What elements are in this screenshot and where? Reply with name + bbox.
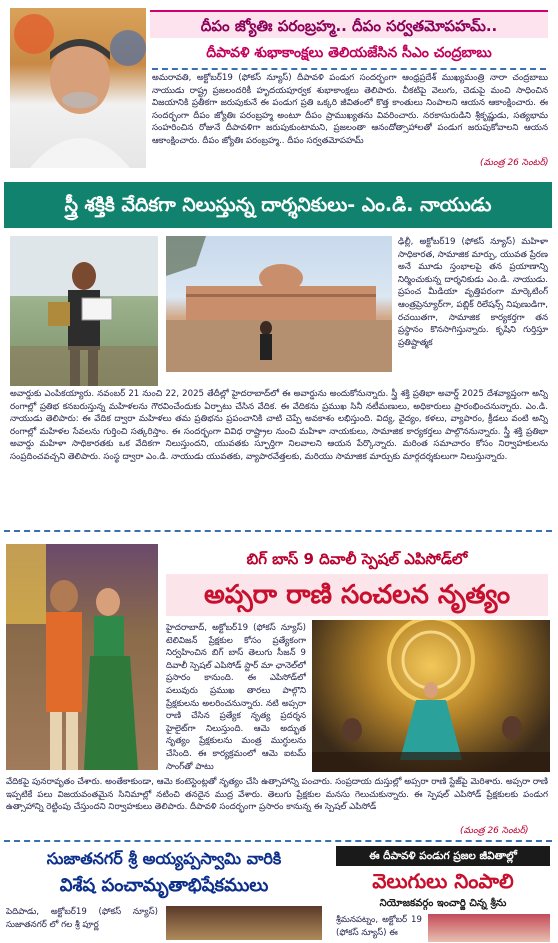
article3-divider (4, 840, 552, 842)
article5-byline: నియోజకవర్గం ఇంచార్జి చిన్న శ్రీను (379, 898, 507, 909)
article5-headline: వెలుగులు నింపాలి (372, 869, 514, 893)
couple-photo-illustration (6, 544, 158, 770)
award-photo-illustration (10, 236, 158, 386)
article3-headline: అప్సరా రాణి సంచలన నృత్యం (166, 574, 548, 616)
article2-body: అవార్డుకు ఎంపికయ్యారు. నవంబర్ 21 నుంచి 22, 2025 తేదీల్లో హైదరాబాద్‌లో ఈ అవార్డును అందుకోనున్నారు. స్త్రీ శక్తి ప్రతిభా అవార్డ్ 2025 దేశవ్యాప్తంగా అన్ని రంగాల్లో ప్రతిభ కనబరుస్తున్న మహిళలను గౌరవించేందుకు ఏర్పాటు చేసిన వేదిక. ఈ వేదికను ప్రముఖ సినీ నటీమణులు, అధికారులు ప్రారంభించనున్నారు. ఎం.డి. నాయుడు తెలిపారు: ఈ వేదిక ద్వారా మహిళలు తమ ప్రతిభను ప్రపంచానికి చాటి చెప్పే అవకాశం లభిస్తుంది. విద్య, వైద్యం, కళలు, వ్యాపారం, క్రీడలు వంటి అన్ని రంగాల్లో మహిళల సేవలను గుర్తించి సత్కరిస్తాం. ఈ సందర్భంగా వివిధ రాష్ట్రాల నుంచి మహిళా నాయకులు, సామాజిక కార్యకర్తలు పాల్గొననున్నారు. స్త్రీ శక్తి ప్రతిభా అవార్డు మహిళా సాధికారతకు ఒక వేదికగా నిలుస్తుందని, యువతకు స్ఫూర్తిగా నిలవాలని ఆయన పేర్కొన్నారు. మరింత సమాచారం కోసం నిర్వాహకులను సంప్రదించవచ్చని తెలిపారు. సంస్థ ద్వారా ఎం.డి. నాయుడు యువతకు, వ్యాపారవేత్తలకు, మరియు సామాజిక మార్పుకు మార్గదర్శకులుగా నిలుస్తున్నారు. (10, 389, 548, 462)
article1-headline-line2: దీపావళి శుభాకాంక్షలు తెలియజేసిన సీఎం చంద్రబాబు (150, 40, 548, 66)
article4-headline-line2: విశేష పంచామృతాభిషేకములు (59, 875, 269, 896)
article5-body: శ్రీమనపట్నం, అక్టోబర్ 19 (ఫోకస్ న్యూస్) ఈ (336, 915, 422, 938)
article3-dateline: (మంత్ర 26 సెంటర్) (460, 826, 529, 836)
couple-photo (6, 544, 158, 770)
dance-stage-illustration (312, 620, 550, 772)
parliament-photo (166, 236, 392, 372)
leader-photo (428, 914, 550, 942)
article2-band-headline: స్త్రీ శక్తికి వేదికగా నిలుస్తున్న దార్శనికులు- ఎం.డి. నాయుడు (4, 182, 552, 228)
article1-body: అమరావతి, అక్టోబర్19 (ఫోకస్ న్యూస్) దీపావళి పండుగ సందర్భంగా ఆంధ్రప్రదేశ్ ముఖ్యమంత్రి నారా చంద్రబాబు నాయుడు రాష్ట్ర ప్రజలందరికీ హృదయపూర్వక శుభాకాంక్షలు తెలిపారు. చీకటిపై వెలుగు, చెడుపై మంచి సాధించిన విజయానికి ప్రతీకగా జరుపుకునే ఈ పండుగ ప్రతి ఒక్కరి జీవితంలో కొత్త కాంతులు నింపాలని ఆయన ఆకాంక్షించారు. ఈ సందర్భంగా దీపం జ్యోతిః పరంబ్రహ్మ అంటూ దీపం ప్రాముఖ్యతను వివరించారు. నరకాసురుడిని శ్రీకృష్ణుడు, సత్యభామ సంహరించిన రోజునే దీపావళిగా జరుపుకుంటామని, ప్రజలంతా ఆనందోత్సాహాలతో పండుగ జరుపుకోవాలని ఆయన ఆకాంక్షించారు. దీపం జ్యోతిః పరంబ్రహ్మ.. దీపం సర్వతమోపహమ్ (152, 73, 548, 146)
article1-divider (152, 68, 546, 70)
article3-kicker: బిగ్ బాస్ 9 దివాలీ స్పెషల్ ఎపిసోడ్‌లో (246, 550, 468, 568)
article4-body: పెదిపాడు, అక్టోబర్19 (ఫోకస్ న్యూస్) సుజాతనగర్ లో గల శ్రీ పూర్ణ (6, 907, 158, 930)
cm-portrait-photo (10, 8, 146, 168)
article3-column: హైదరాబాద్, అక్టోబర్19 (ఫోకస్ న్యూస్) టెలివిజన్ ప్రేక్షకుల కోసం ప్రత్యేకంగా నిర్వహించిన బిగ్ బాస్ తెలుగు సీజన్ 9 దివాలీ స్పెషల్ ఎపిసోడ్ స్టార్ మా ఛానెల్‌లో ప్రసారం కానుంది. ఈ ఎపిసోడ్‌లో పలువురు ప్రముఖ తారలు పాల్గొని ప్రేక్షకులను అలరించనున్నారు. నటి అప్సరా రాణి చేసిన ప్రత్యేక నృత్య ప్రదర్శన హైలైట్‌గా నిలుస్తుంది. ఆమె అద్భుత నృత్యం ప్రేక్షకులను మంత్ర ముగ్ధులను చేసింది. ఈ కార్యక్రమంలో ఆమె ఐటమ్ సాంగ్‌తో పాటు (166, 623, 306, 772)
article1-headline-line1: దీపం జ్యోతిః పరంబ్రహ్మ.. దీపం సర్వతమోపహమ్.. (150, 10, 548, 38)
award-photo (10, 236, 158, 386)
cm-portrait-illustration (10, 8, 146, 168)
parliament-photo-illustration (166, 236, 392, 372)
article4-headline-line1: సుజాతనగర్ శ్రీ అయ్యప్పస్వామి వారికి (46, 849, 282, 868)
temple-photo (166, 906, 322, 940)
article3-body: వేదికపై పునరావృతం చేశారు. అంతేకాకుండా, ఆమె కంటెస్టెంట్లతో నృత్యం చేసి ఉత్సాహాన్ని పంచారు. సంప్రదాయ దుస్తుల్లో అప్సరా రాణి స్టేజ్‌పై మెరిశారు. అప్సరా రాణి ఇప్పటికే పలు విజయవంతమైన సినిమాల్లో నటించి తనదైన ముద్ర వేశారు. తెలుగు ప్రేక్షకుల మనసు గెలుచుకున్నారు. ఈ స్పెషల్ ఎపిసోడ్ ప్రేక్షకులకు పండుగ ఉత్సాహాన్ని రెట్టింపు చేస్తుందని నిర్వాహకులు తెలిపారు. దీపావళి సందర్భంగా ప్రసారం కానున్న ఈ స్పెషల్ ఎపిసోడ్ (6, 777, 548, 813)
dance-stage-photo (312, 620, 550, 772)
article2-divider (4, 530, 552, 532)
article1-dateline: (మంత్ర 26 సెంటర్) (480, 158, 549, 168)
article2-side-column: ఢిల్లీ, అక్టోబర్19 (ఫోకస్ న్యూస్) మహిళా సాధికారత, సామాజిక మార్పు, యువత ప్రేరణ అనే మూడు స్తంభాలపై తన ప్రయాణాన్ని నిర్మించుకున్న దార్శనికుడు ఎం.డి. నాయుడు. ప్రపంచ మీడియా వృత్తిపరంగా మార్కెటింగ్ ఆంత్రప్రెన్యూర్‌గా, పబ్లిక్ రిలేషన్స్ నిపుణుడిగా, రచయితగా, సామాజిక కార్యకర్తగా తన ప్రస్థానం కొనసాగిస్తున్నారు. కృషిని గుర్తిస్తూ ప్రతిష్టాత్మక (398, 237, 548, 348)
article5-kicker: ఈ దీపావళి పండుగ ప్రజల జీవితాల్లో (336, 846, 550, 866)
